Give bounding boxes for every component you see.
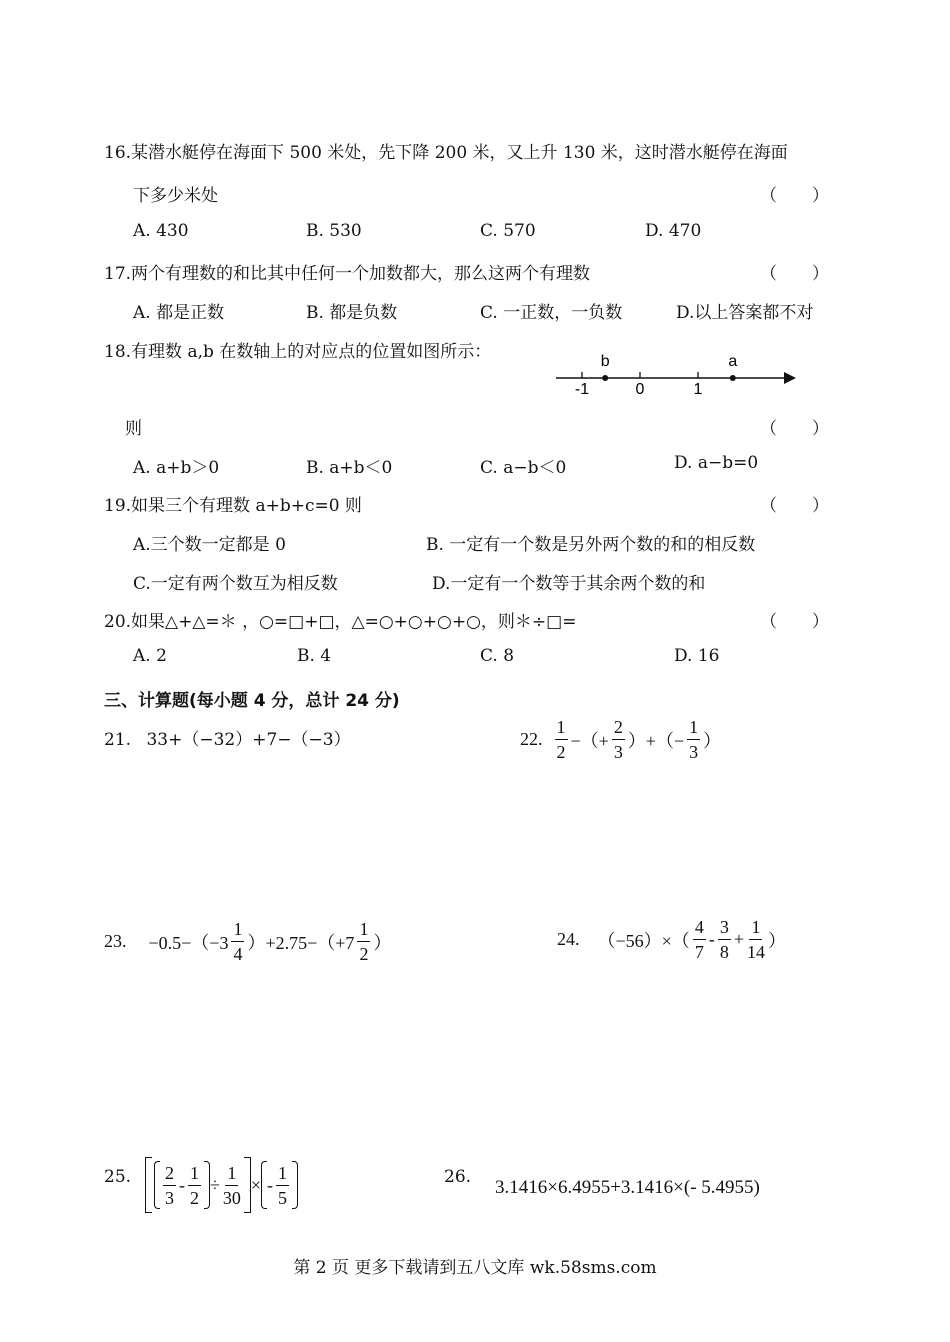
q25-fraction-4: $\frac{1}{5}$ [278, 1162, 288, 1208]
q16-line2: 下多少米处 [133, 186, 218, 206]
q21-expr: 33+（−32）+7−（−3） [146, 730, 351, 750]
number-line-point-label: b [600, 353, 610, 370]
q16-option-d: D. 470 [645, 221, 702, 241]
q20-option-a: A. 2 [133, 646, 167, 666]
q19-option-b: B. 一定有一个数是另外两个数的和的相反数 [426, 535, 756, 555]
q26-expr: 3.1416×6.4955+3.1416×(- 5.4955) [495, 1177, 760, 1198]
q19-option-a: A.三个数一定都是 0 [133, 535, 286, 555]
q21-num: 21. [104, 730, 132, 750]
answer-paren: （ ） [760, 612, 829, 632]
page-footer: 第 2 页 更多下载请到五八文库 wk.58sms.com [293, 1258, 657, 1278]
q22-fraction-2: $\frac{2}{3}$ [613, 717, 623, 762]
q16-line1: 16.某潜水艇停在海面下 500 米处，先下降 200 米，又上升 130 米，这时潜水艇停在海面 [104, 143, 788, 163]
q19-option-d: D.一定有一个数等于其余两个数的和 [432, 574, 706, 594]
q17-option-c: C. 一正数，一负数 [480, 303, 623, 323]
q23-num: 23. [104, 931, 127, 951]
q25-operator: × [250, 1174, 262, 1195]
q24-fraction-1: $\frac{4}{7}$ [694, 917, 704, 962]
q18-option-b: B. a+b＜0 [306, 458, 393, 478]
q24-expr-part: ） [767, 930, 786, 951]
q19-option-c: C.一定有两个数互为相反数 [133, 574, 338, 594]
number-line-tick-label: 1 [693, 381, 703, 398]
q17-option-a: A. 都是正数 [133, 303, 225, 323]
number-line-tick-label: 0 [635, 381, 645, 398]
q20-text: 20.如果△+△=＊ ，○=□+□，△=○+○+○+○，则＊÷□= [104, 612, 577, 632]
left-paren-icon [154, 1161, 160, 1209]
q22-num: 22. [520, 729, 543, 749]
number-line-arrow [784, 372, 796, 384]
q16-option-b: B. 530 [306, 221, 362, 241]
q16-option-a: A. 430 [133, 221, 189, 241]
q24-operator: - [708, 929, 715, 949]
q24-expr-part: （−56）×（ [597, 930, 690, 951]
number-line-point-b [602, 375, 608, 381]
q22-operator: ） [703, 730, 722, 751]
q20-option-d: D. 16 [674, 646, 720, 666]
q24-fraction-2: $\frac{3}{8}$ [719, 917, 729, 962]
q18-option-a: A. a+b＞0 [133, 458, 220, 478]
q25-num: 25. [104, 1167, 132, 1187]
number-line-point-a [730, 375, 736, 381]
q23-expr-part: −0.5−（−3 [148, 932, 229, 953]
q25-fraction-1: $\frac{2}{3}$ [165, 1162, 174, 1208]
q23-fraction-1: $\frac{1}{4}$ [233, 919, 243, 964]
q18-option-d: D. a−b=0 [674, 453, 759, 473]
q23-fraction-2: $\frac{1}{2}$ [359, 919, 369, 964]
q21 [104, 725, 351, 750]
q17-option-b: B. 都是负数 [306, 303, 398, 323]
q23-expr-part: ）+2.75−（+7 [247, 932, 355, 953]
answer-paren: （ ） [760, 496, 829, 516]
number-line-point-label: a [728, 353, 738, 370]
q25-fraction-2: $\frac{1}{2}$ [190, 1162, 199, 1208]
q24 [557, 918, 786, 961]
number-line-figure [548, 345, 808, 401]
answer-paren: （ ） [760, 264, 829, 284]
q19-text: 19.如果三个有理数 a+b+c=0 则 [104, 496, 362, 516]
q25-fraction-3: $\frac{1}{30}$ [222, 1162, 241, 1208]
q25-operator: - [267, 1174, 274, 1195]
section-title: 三、计算题(每小题 4 分，总计 24 分) [104, 691, 400, 711]
q22-fraction-3: $\frac{1}{3}$ [689, 717, 699, 762]
answer-paren: （ ） [760, 186, 829, 206]
q17-option-d: D.以上答案都不对 [676, 303, 814, 323]
q26-num: 26. [444, 1167, 472, 1187]
q24-operator: + [733, 929, 744, 949]
left-bracket-icon [145, 1157, 152, 1213]
q23-expr-part: ） [373, 932, 392, 953]
answer-paren: （ ） [760, 419, 829, 439]
q20-option-b: B. 4 [297, 646, 332, 666]
q25-operator: ÷ [210, 1174, 220, 1195]
q22-fraction-1: $\frac{1}{2}$ [556, 717, 566, 762]
right-paren-icon [292, 1161, 298, 1209]
q18-text: 18.有理数 a,b 在数轴上的对应点的位置如图所示： [104, 342, 492, 362]
q25-expr [145, 1157, 298, 1213]
q20-option-c: C. 8 [480, 646, 515, 666]
q25-operator: - [179, 1174, 185, 1195]
right-bracket-icon [244, 1157, 251, 1213]
q23 [104, 920, 391, 963]
q18-option-c: C. a−b＜0 [480, 458, 567, 478]
q22 [520, 718, 721, 761]
q24-fraction-3: $\frac{1}{14}$ [746, 917, 765, 962]
number-line-tick-label: -1 [574, 381, 590, 398]
q16-option-c: C. 570 [480, 221, 536, 241]
q22-operator: ）+（− [627, 730, 685, 751]
q17-text: 17.两个有理数的和比其中任何一个加数都大，那么这两个有理数 [104, 264, 591, 284]
q18-line2: 则 [125, 419, 142, 439]
q24-num: 24. [557, 929, 580, 949]
q22-operator: −（+ [570, 730, 609, 751]
